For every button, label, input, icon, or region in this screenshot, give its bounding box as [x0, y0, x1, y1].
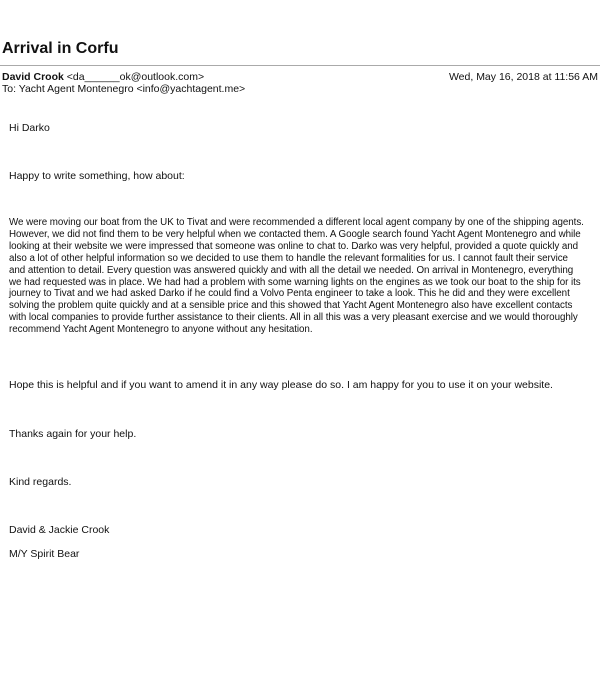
paragraph-line: and attention to detail. Every question was answered quickly and with all the detail we needed. On arrival in Montenegro, everything — [9, 264, 574, 276]
paragraph-line: also a lot of other helpful information so we decided to use them to handle the relevant formalities for us. I cannot fault their service — [9, 252, 568, 264]
regards-line: Kind regards. — [9, 476, 72, 488]
paragraph-line: looking at their website we were impressed that someone was online to chat to. Darko was very helpful, provided a quote quickly and — [9, 240, 579, 252]
sender-name: David Crook — [2, 71, 64, 83]
recipient: To: Yacht Agent Montenegro <info@yachtagent.me> — [2, 83, 246, 95]
hope-line: Hope this is helpful and if you want to amend it in any way please do so. I am happy for you to use it on your website. — [9, 379, 553, 391]
paragraph-line: recommend Yacht Agent Montenegro to anyone without any hesitation. — [9, 324, 313, 336]
signature-vessel: M/Y Spirit Bear — [9, 548, 80, 560]
paragraph-line: We were moving our boat from the UK to Tivat and were recommended a different local agent company by one of the shipping agents. — [9, 217, 584, 228]
email-date: Wed, May 16, 2018 at 11:56 AM — [448, 71, 598, 83]
greeting: Hi Darko — [9, 122, 50, 134]
sender — [2, 71, 204, 83]
thanks-line: Thanks again for your help. — [9, 428, 137, 440]
email-subject: Arrival in Corfu — [2, 40, 119, 57]
sender-address: <da______ok@outlook.com> — [66, 71, 205, 83]
paragraph-line: However, we did not find them to be very helpful when we contacted them. A Google search found Yacht Agent Montenegro and while — [9, 228, 581, 240]
divider — [0, 65, 600, 66]
paragraph-line: we had requested was in place. We had had a problem with some warning lights on the engines as we took our boat to the ship for its — [9, 276, 581, 288]
paragraph-line: with local companies to provide further assistance to their clients. All in all this was a very pleasant exercise and we would thoroughly — [9, 312, 578, 324]
paragraph-line: journey to Tivat and we had asked Darko if he could find a Volvo Penta engineer to take a look. This he did and they were excellent — [9, 288, 570, 300]
intro-line: Happy to write something, how about: — [9, 170, 185, 182]
signature-name: David & Jackie Crook — [9, 524, 110, 536]
review-paragraph — [9, 217, 597, 336]
paragraph-line: solving the problem quite quickly and at a sensible price and this showed that Yacht Agent Montenegro also have excellent contacts — [9, 300, 573, 312]
